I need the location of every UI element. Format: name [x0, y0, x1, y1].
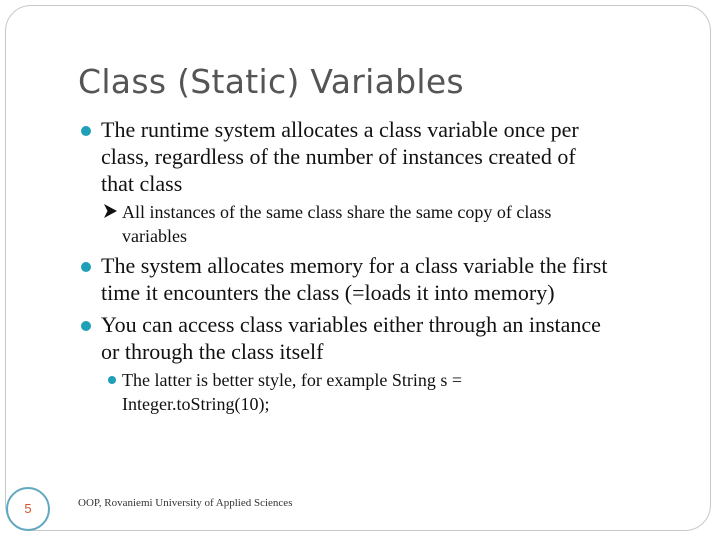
bullet-1-line-3: that class — [101, 171, 183, 196]
bullet-1-line-2: class, regardless of the number of instances created of — [101, 144, 576, 169]
bullet-dot-icon — [81, 262, 91, 272]
bullet-dot-icon — [108, 376, 116, 384]
page-number: 5 — [6, 487, 50, 531]
sub-bullet-2-line-1: The latter is better style, for example String s = — [122, 370, 463, 390]
bullet-2-line-1: The system allocates memory for a class variable the first — [101, 253, 608, 278]
bullet-2-line-2: time it encounters the class (=loads it into memory) — [101, 280, 555, 305]
bullet-dot-icon — [81, 126, 91, 136]
sub-bullet-1-line-2: variables — [122, 226, 187, 246]
sub-bullet-1-line-1: All instances of the same class share the same copy of class — [122, 202, 552, 222]
bullet-dot-icon — [81, 321, 91, 331]
bullet-1-line-1: The runtime system allocates a class variable once per — [101, 117, 579, 142]
arrow-bullet-icon — [104, 204, 117, 218]
bullet-3-line-2: or through the class itself — [101, 339, 324, 364]
footer-text: OOP, Rovaniemi University of Applied Sciences — [78, 497, 293, 509]
bullet-3-line-1: You can access class variables either through an instance — [101, 312, 601, 337]
sub-bullet-2-line-2: Integer.toString(10); — [122, 394, 270, 414]
slide-title: Class (Static) Variables — [78, 62, 464, 101]
